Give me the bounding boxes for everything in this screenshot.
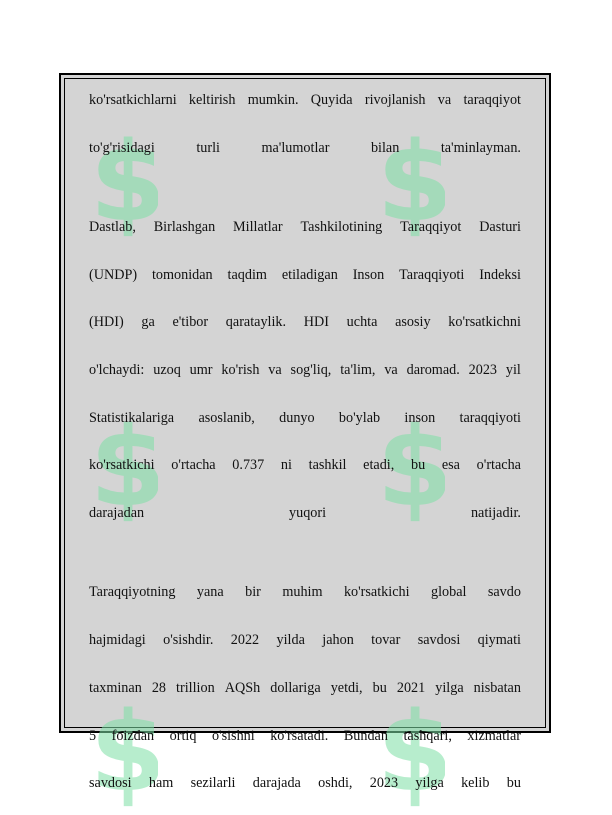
word: dunyo <box>279 410 315 426</box>
word: bu <box>410 457 426 473</box>
word: trillion <box>176 680 215 696</box>
word: mumkin. <box>247 92 299 108</box>
word: Inson <box>352 267 385 283</box>
word: oshdi, <box>318 775 353 791</box>
word: foizdan <box>111 728 155 744</box>
word: va <box>437 92 452 108</box>
word: o'rtacha <box>171 457 216 473</box>
word: ko'rsatkichlarni <box>89 92 177 108</box>
word: keltirish <box>188 92 236 108</box>
word: ortiq <box>169 728 197 744</box>
word: taraqqiyot <box>463 92 521 108</box>
word: ta'lim, <box>340 362 376 378</box>
word: natijadir. <box>470 505 521 521</box>
word: bilan <box>370 140 400 156</box>
word: Dastlab, <box>89 219 136 235</box>
word: o'sishni <box>211 728 255 744</box>
word: uzoq <box>153 362 181 378</box>
text-line <box>89 582 521 602</box>
text-line <box>89 503 521 523</box>
word: yetdi, <box>330 680 363 696</box>
word: etadi, <box>363 457 395 473</box>
text-line <box>89 678 521 698</box>
word: inson <box>404 410 436 426</box>
svg-text:$: $ <box>385 690 445 810</box>
word: to'g'risidagi <box>89 140 155 156</box>
word: global <box>430 584 467 600</box>
word: taraqqiyoti <box>459 410 521 426</box>
word: savdosi <box>417 632 461 648</box>
svg-text:$: $ <box>98 690 158 810</box>
word: Indeksi <box>479 267 521 283</box>
word: va <box>384 362 398 378</box>
word: turli <box>196 140 220 156</box>
word: ham <box>148 775 174 791</box>
word: ko'rsatkichni <box>448 314 521 330</box>
word: dollariga <box>270 680 321 696</box>
word: Bundan <box>343 728 388 744</box>
word: asosiy <box>395 314 431 330</box>
word: 0.737 <box>232 457 265 473</box>
word: 28 <box>151 680 167 696</box>
word: ko'rsatadi. <box>270 728 329 744</box>
word: umr <box>189 362 213 378</box>
word: xizmatlar <box>467 728 521 744</box>
text-line <box>89 217 521 237</box>
word: 2021 <box>396 680 426 696</box>
word: yana <box>196 584 224 600</box>
text-line <box>89 360 521 380</box>
word: ma'lumotlar <box>261 140 330 156</box>
text-line <box>89 138 521 158</box>
word: va <box>268 362 282 378</box>
word: yilda <box>276 632 305 648</box>
svg-text:$: $ <box>385 405 445 525</box>
text-line <box>89 773 521 793</box>
word: AQSh <box>224 680 261 696</box>
word: (HDI) <box>89 314 124 330</box>
svg-text:$: $ <box>98 405 158 525</box>
word: taxminan <box>89 680 142 696</box>
word: sog'liq, <box>290 362 332 378</box>
word: 2023 <box>369 775 399 791</box>
text-line <box>89 90 521 110</box>
word: Taraqqiyotning <box>89 584 176 600</box>
word: nisbatan <box>473 680 521 696</box>
word: ta'minlayman. <box>440 140 521 156</box>
svg-text:$: $ <box>385 120 445 240</box>
word: Dasturi <box>479 219 521 235</box>
word: bir <box>245 584 261 600</box>
word: o'rtacha <box>476 457 521 473</box>
word: bo'ylab <box>338 410 381 426</box>
word: HDI <box>303 314 329 330</box>
word: ni <box>280 457 292 473</box>
word: tashqari, <box>403 728 452 744</box>
word: savdosi <box>89 775 132 791</box>
word: Statistikalariga <box>89 410 175 426</box>
word: esa <box>441 457 460 473</box>
word: qarataylik. <box>225 314 287 330</box>
word: bu <box>506 775 521 791</box>
word: Taraqqiyot <box>400 219 462 235</box>
word: Quyida <box>310 92 353 108</box>
word: qiymati <box>477 632 521 648</box>
word: tashkil <box>308 457 347 473</box>
word: yuqori <box>289 505 327 521</box>
word: darajada <box>252 775 301 791</box>
word: yil <box>505 362 521 378</box>
word: darajadan <box>89 505 145 521</box>
word: Tashkilotining <box>300 219 383 235</box>
word: 5 <box>89 728 97 744</box>
word: ko'rish <box>221 362 260 378</box>
text-line <box>89 408 521 428</box>
word: asoslanib, <box>198 410 255 426</box>
word: sezilarli <box>190 775 236 791</box>
word: yilga <box>435 680 464 696</box>
text-line <box>89 630 521 650</box>
word: o'sishdir. <box>163 632 214 648</box>
word: hajmidagi <box>89 632 146 648</box>
text-line <box>89 726 521 746</box>
text-line <box>89 265 521 285</box>
word: o'lchaydi: <box>89 362 145 378</box>
word: (UNDP) <box>89 267 138 283</box>
text-line <box>89 312 521 332</box>
word: yilga <box>415 775 444 791</box>
word: kelib <box>461 775 490 791</box>
word: daromad. <box>406 362 460 378</box>
word: ga <box>141 314 155 330</box>
word: etiladigan <box>281 267 338 283</box>
word: 2022 <box>230 632 260 648</box>
word: e'tibor <box>172 314 209 330</box>
word: Taraqqiyoti <box>399 267 465 283</box>
text-line <box>89 455 521 475</box>
word: jahon <box>322 632 354 648</box>
svg-text:$: $ <box>98 120 158 240</box>
word: 2023 <box>468 362 498 378</box>
word: tomonidan <box>151 267 213 283</box>
word: tovar <box>371 632 401 648</box>
word: ko'rsatkichi <box>89 457 155 473</box>
word: taqdim <box>227 267 267 283</box>
word: uchta <box>346 314 378 330</box>
word: rivojlanish <box>364 92 426 108</box>
word: Millatlar <box>233 219 283 235</box>
word: Birlashgan <box>153 219 216 235</box>
word: bu <box>372 680 387 696</box>
word: muhim <box>282 584 323 600</box>
word: ko'rsatkichi <box>343 584 410 600</box>
word: savdo <box>487 584 521 600</box>
